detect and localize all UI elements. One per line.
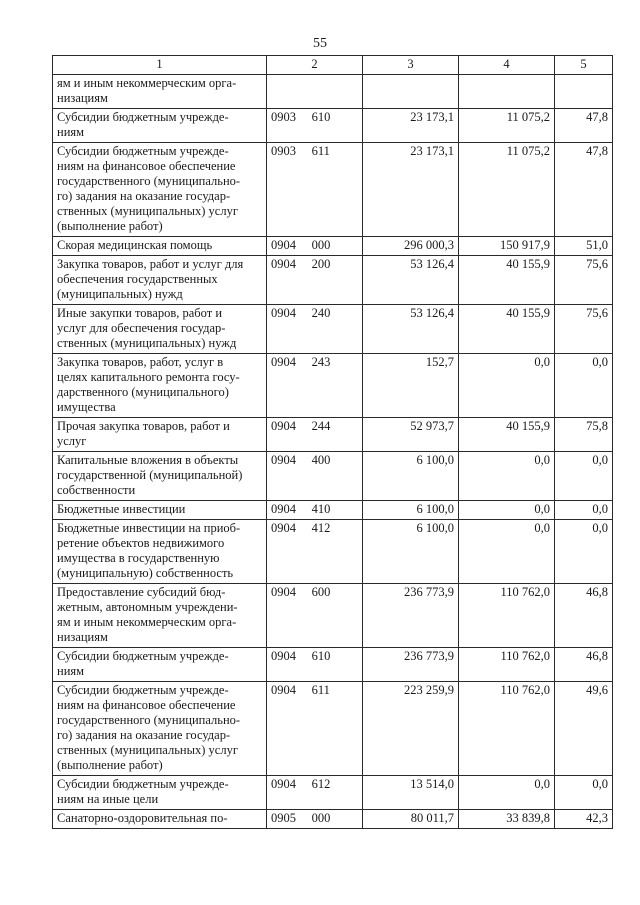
- row-percent-cell: 0,0: [555, 520, 613, 584]
- row-plan-cell: 236 773,9: [363, 648, 459, 682]
- row-percent-cell: 47,8: [555, 143, 613, 237]
- row-percent-cell: 46,8: [555, 648, 613, 682]
- table-row: [53, 810, 613, 829]
- row-percent-cell: 51,0: [555, 237, 613, 256]
- row-name-cell: Субсидии бюджетным учрежде- ниям на иные цели: [53, 776, 267, 810]
- table-row: [53, 354, 613, 418]
- table-row: [53, 648, 613, 682]
- row-code-cell: 0904 240: [267, 305, 363, 354]
- table-row: [53, 520, 613, 584]
- row-plan-cell: 6 100,0: [363, 501, 459, 520]
- row-name-cell: Закупка товаров, работ и услуг для обеспечения государственных (муниципальных) нужд: [53, 256, 267, 305]
- header-row: [53, 56, 613, 75]
- row-code-cell: 0904 610: [267, 648, 363, 682]
- row-plan-cell: 296 000,3: [363, 237, 459, 256]
- header-cell: 1: [53, 56, 267, 75]
- row-code-cell: 0904 400: [267, 452, 363, 501]
- row-name-cell: Капитальные вложения в объекты государственной (муниципальной) собственности: [53, 452, 267, 501]
- table-row: [53, 584, 613, 648]
- row-name-cell: ям и иным некоммерческим орга- низациям: [53, 75, 267, 109]
- row-name-cell: Субсидии бюджетным учрежде- ниям на финансовое обеспечение государственного (муниципально- го) задания на оказание государ- ственных (муниципальных) услуг (выполнение работ): [53, 682, 267, 776]
- row-code-cell: [267, 75, 363, 109]
- row-name-cell: Бюджетные инвестиции на приоб- ретение объектов недвижимого имущества в государственную (муниципальную) собственность: [53, 520, 267, 584]
- row-code-cell: 0904 611: [267, 682, 363, 776]
- budget-table: [52, 55, 613, 829]
- row-plan-cell: 23 173,1: [363, 109, 459, 143]
- row-exec-cell: 40 155,9: [459, 256, 555, 305]
- row-code-cell: 0904 600: [267, 584, 363, 648]
- row-percent-cell: 75,6: [555, 305, 613, 354]
- row-code-cell: 0904 410: [267, 501, 363, 520]
- table-row: [53, 418, 613, 452]
- row-code-cell: 0903 610: [267, 109, 363, 143]
- row-name-cell: Скорая медицинская помощь: [53, 237, 267, 256]
- header-cell: 5: [555, 56, 613, 75]
- row-name-cell: Предоставление субсидий бюд- жетным, автономным учреждени- ям и иным некоммерческим орга- низациям: [53, 584, 267, 648]
- row-percent-cell: 0,0: [555, 354, 613, 418]
- row-percent-cell: 75,6: [555, 256, 613, 305]
- row-exec-cell: 0,0: [459, 501, 555, 520]
- row-percent-cell: 47,8: [555, 109, 613, 143]
- row-exec-cell: 33 839,8: [459, 810, 555, 829]
- table-row: [53, 237, 613, 256]
- table-row: [53, 305, 613, 354]
- row-exec-cell: 110 762,0: [459, 648, 555, 682]
- table-row: [53, 682, 613, 776]
- row-percent-cell: 46,8: [555, 584, 613, 648]
- table-row: [53, 501, 613, 520]
- row-percent-cell: [555, 75, 613, 109]
- row-exec-cell: 110 762,0: [459, 682, 555, 776]
- row-plan-cell: [363, 75, 459, 109]
- table-row: [53, 256, 613, 305]
- row-exec-cell: 0,0: [459, 776, 555, 810]
- row-code-cell: 0904 243: [267, 354, 363, 418]
- row-percent-cell: 75,8: [555, 418, 613, 452]
- table-row: [53, 143, 613, 237]
- row-plan-cell: 53 126,4: [363, 256, 459, 305]
- row-plan-cell: 6 100,0: [363, 520, 459, 584]
- header-cell: 3: [363, 56, 459, 75]
- table-row: [53, 776, 613, 810]
- row-code-cell: 0904 612: [267, 776, 363, 810]
- header-cell: 2: [267, 56, 363, 75]
- row-exec-cell: 150 917,9: [459, 237, 555, 256]
- row-percent-cell: 0,0: [555, 452, 613, 501]
- table-row: [53, 452, 613, 501]
- row-name-cell: Закупка товаров, работ, услуг в целях капитального ремонта госу- дарственного (муниципального) имущества: [53, 354, 267, 418]
- row-percent-cell: 0,0: [555, 501, 613, 520]
- table-row: [53, 109, 613, 143]
- row-plan-cell: 80 011,7: [363, 810, 459, 829]
- row-plan-cell: 152,7: [363, 354, 459, 418]
- row-exec-cell: 0,0: [459, 354, 555, 418]
- row-exec-cell: 11 075,2: [459, 143, 555, 237]
- row-code-cell: 0904 412: [267, 520, 363, 584]
- row-plan-cell: 6 100,0: [363, 452, 459, 501]
- row-exec-cell: [459, 75, 555, 109]
- row-name-cell: Иные закупки товаров, работ и услуг для обеспечения государ- ственных (муниципальных) нужд: [53, 305, 267, 354]
- row-name-cell: Субсидии бюджетным учрежде- ниям: [53, 648, 267, 682]
- page-number: 55: [313, 36, 327, 51]
- row-exec-cell: 110 762,0: [459, 584, 555, 648]
- row-exec-cell: 11 075,2: [459, 109, 555, 143]
- row-name-cell: Бюджетные инвестиции: [53, 501, 267, 520]
- row-plan-cell: 223 259,9: [363, 682, 459, 776]
- row-percent-cell: 49,6: [555, 682, 613, 776]
- row-plan-cell: 52 973,7: [363, 418, 459, 452]
- row-code-cell: 0903 611: [267, 143, 363, 237]
- row-percent-cell: 42,3: [555, 810, 613, 829]
- row-plan-cell: 236 773,9: [363, 584, 459, 648]
- row-exec-cell: 40 155,9: [459, 305, 555, 354]
- header-cell: 4: [459, 56, 555, 75]
- row-exec-cell: 0,0: [459, 452, 555, 501]
- row-plan-cell: 23 173,1: [363, 143, 459, 237]
- table-row: [53, 75, 613, 109]
- row-plan-cell: 13 514,0: [363, 776, 459, 810]
- row-code-cell: 0905 000: [267, 810, 363, 829]
- row-plan-cell: 53 126,4: [363, 305, 459, 354]
- row-exec-cell: 0,0: [459, 520, 555, 584]
- row-percent-cell: 0,0: [555, 776, 613, 810]
- row-name-cell: Субсидии бюджетным учрежде- ниям на финансовое обеспечение государственного (муниципально- го) задания на оказание государ- ственных (муниципальных) услуг (выполнение работ): [53, 143, 267, 237]
- row-code-cell: 0904 000: [267, 237, 363, 256]
- row-name-cell: Субсидии бюджетным учрежде- ниям: [53, 109, 267, 143]
- row-name-cell: Прочая закупка товаров, работ и услуг: [53, 418, 267, 452]
- row-name-cell: Санаторно-оздоровительная по-: [53, 810, 267, 829]
- row-code-cell: 0904 244: [267, 418, 363, 452]
- row-exec-cell: 40 155,9: [459, 418, 555, 452]
- row-code-cell: 0904 200: [267, 256, 363, 305]
